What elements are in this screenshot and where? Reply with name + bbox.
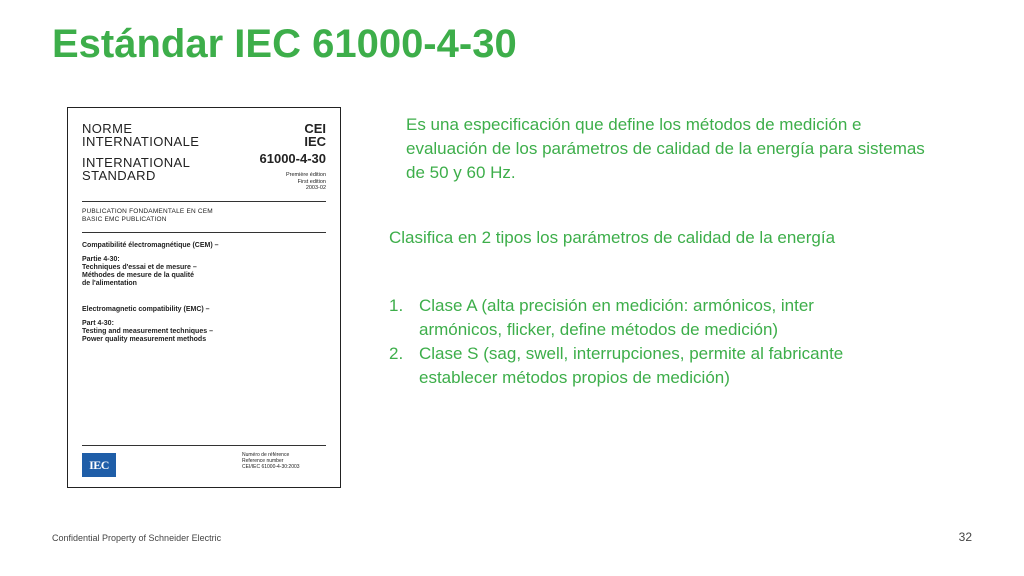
list-item-text: Clase A (alta precisión en medición: armónicos, inter armónicos, flicker, define métodos de medición) [419,296,814,339]
cover-french-title: Compatibilité électromagnétique (CEM) – Partie 4-30: Techniques d'essai et de mesure – Méthodes de mesure de la qualité de l'alimentation [82,242,219,287]
cover-cei: CEI [304,121,326,136]
list-item-text: Clase S (sag, swell, interrupciones, permite al fabricante establecer métodos propios de medición) [419,344,844,387]
cover-divider [82,445,326,446]
cover-internationale: INTERNATIONALE [82,134,200,149]
cover-header-right [260,122,327,165]
cover-divider [82,232,326,233]
cover-publication-type: PUBLICATION FONDAMENTALE EN CEM BASIC EMC PUBLICATION [82,208,213,223]
class-list [389,294,899,390]
cover-standard: STANDARD [82,168,156,183]
cover-norme: NORME [82,121,133,136]
footer-confidential: Confidential Property of Schneider Electric [52,533,222,543]
page-number: 32 [958,530,972,544]
list-item [389,342,899,390]
list-item [389,294,899,342]
cover-edition: Première édition First edition 2003-02 [285,172,326,191]
cover-english-title: Electromagnetic compatibility (EMC) – Part 4-30: Testing and measurement techniques – Power quality measurement methods [82,306,213,343]
standard-cover-image [67,107,341,488]
cover-divider [82,201,326,202]
slide-title: Estándar IEC 61000-4-30 [52,22,517,66]
cover-header-left [82,122,199,182]
cover-standard-number: 61000-4-30 [259,151,326,166]
description-paragraph: Es una especificación que define los métodos de medición e evaluación de los parámetros de calidad de la energía para sistemas de 50 y 60 Hz. [406,115,925,182]
cover-international: INTERNATIONAL [82,155,191,170]
cover-iec: IEC [304,134,326,149]
iec-logo: IEC [82,453,116,477]
list-number: 2. [389,344,404,363]
list-number: 1. [389,296,404,315]
classification-intro: Clasifica en 2 tipos los parámetros de calidad de la energía [389,228,836,247]
cover-reference-number: Numéro de référence Reference number CEI/IEC 61000-4-30:2003 [242,452,300,470]
